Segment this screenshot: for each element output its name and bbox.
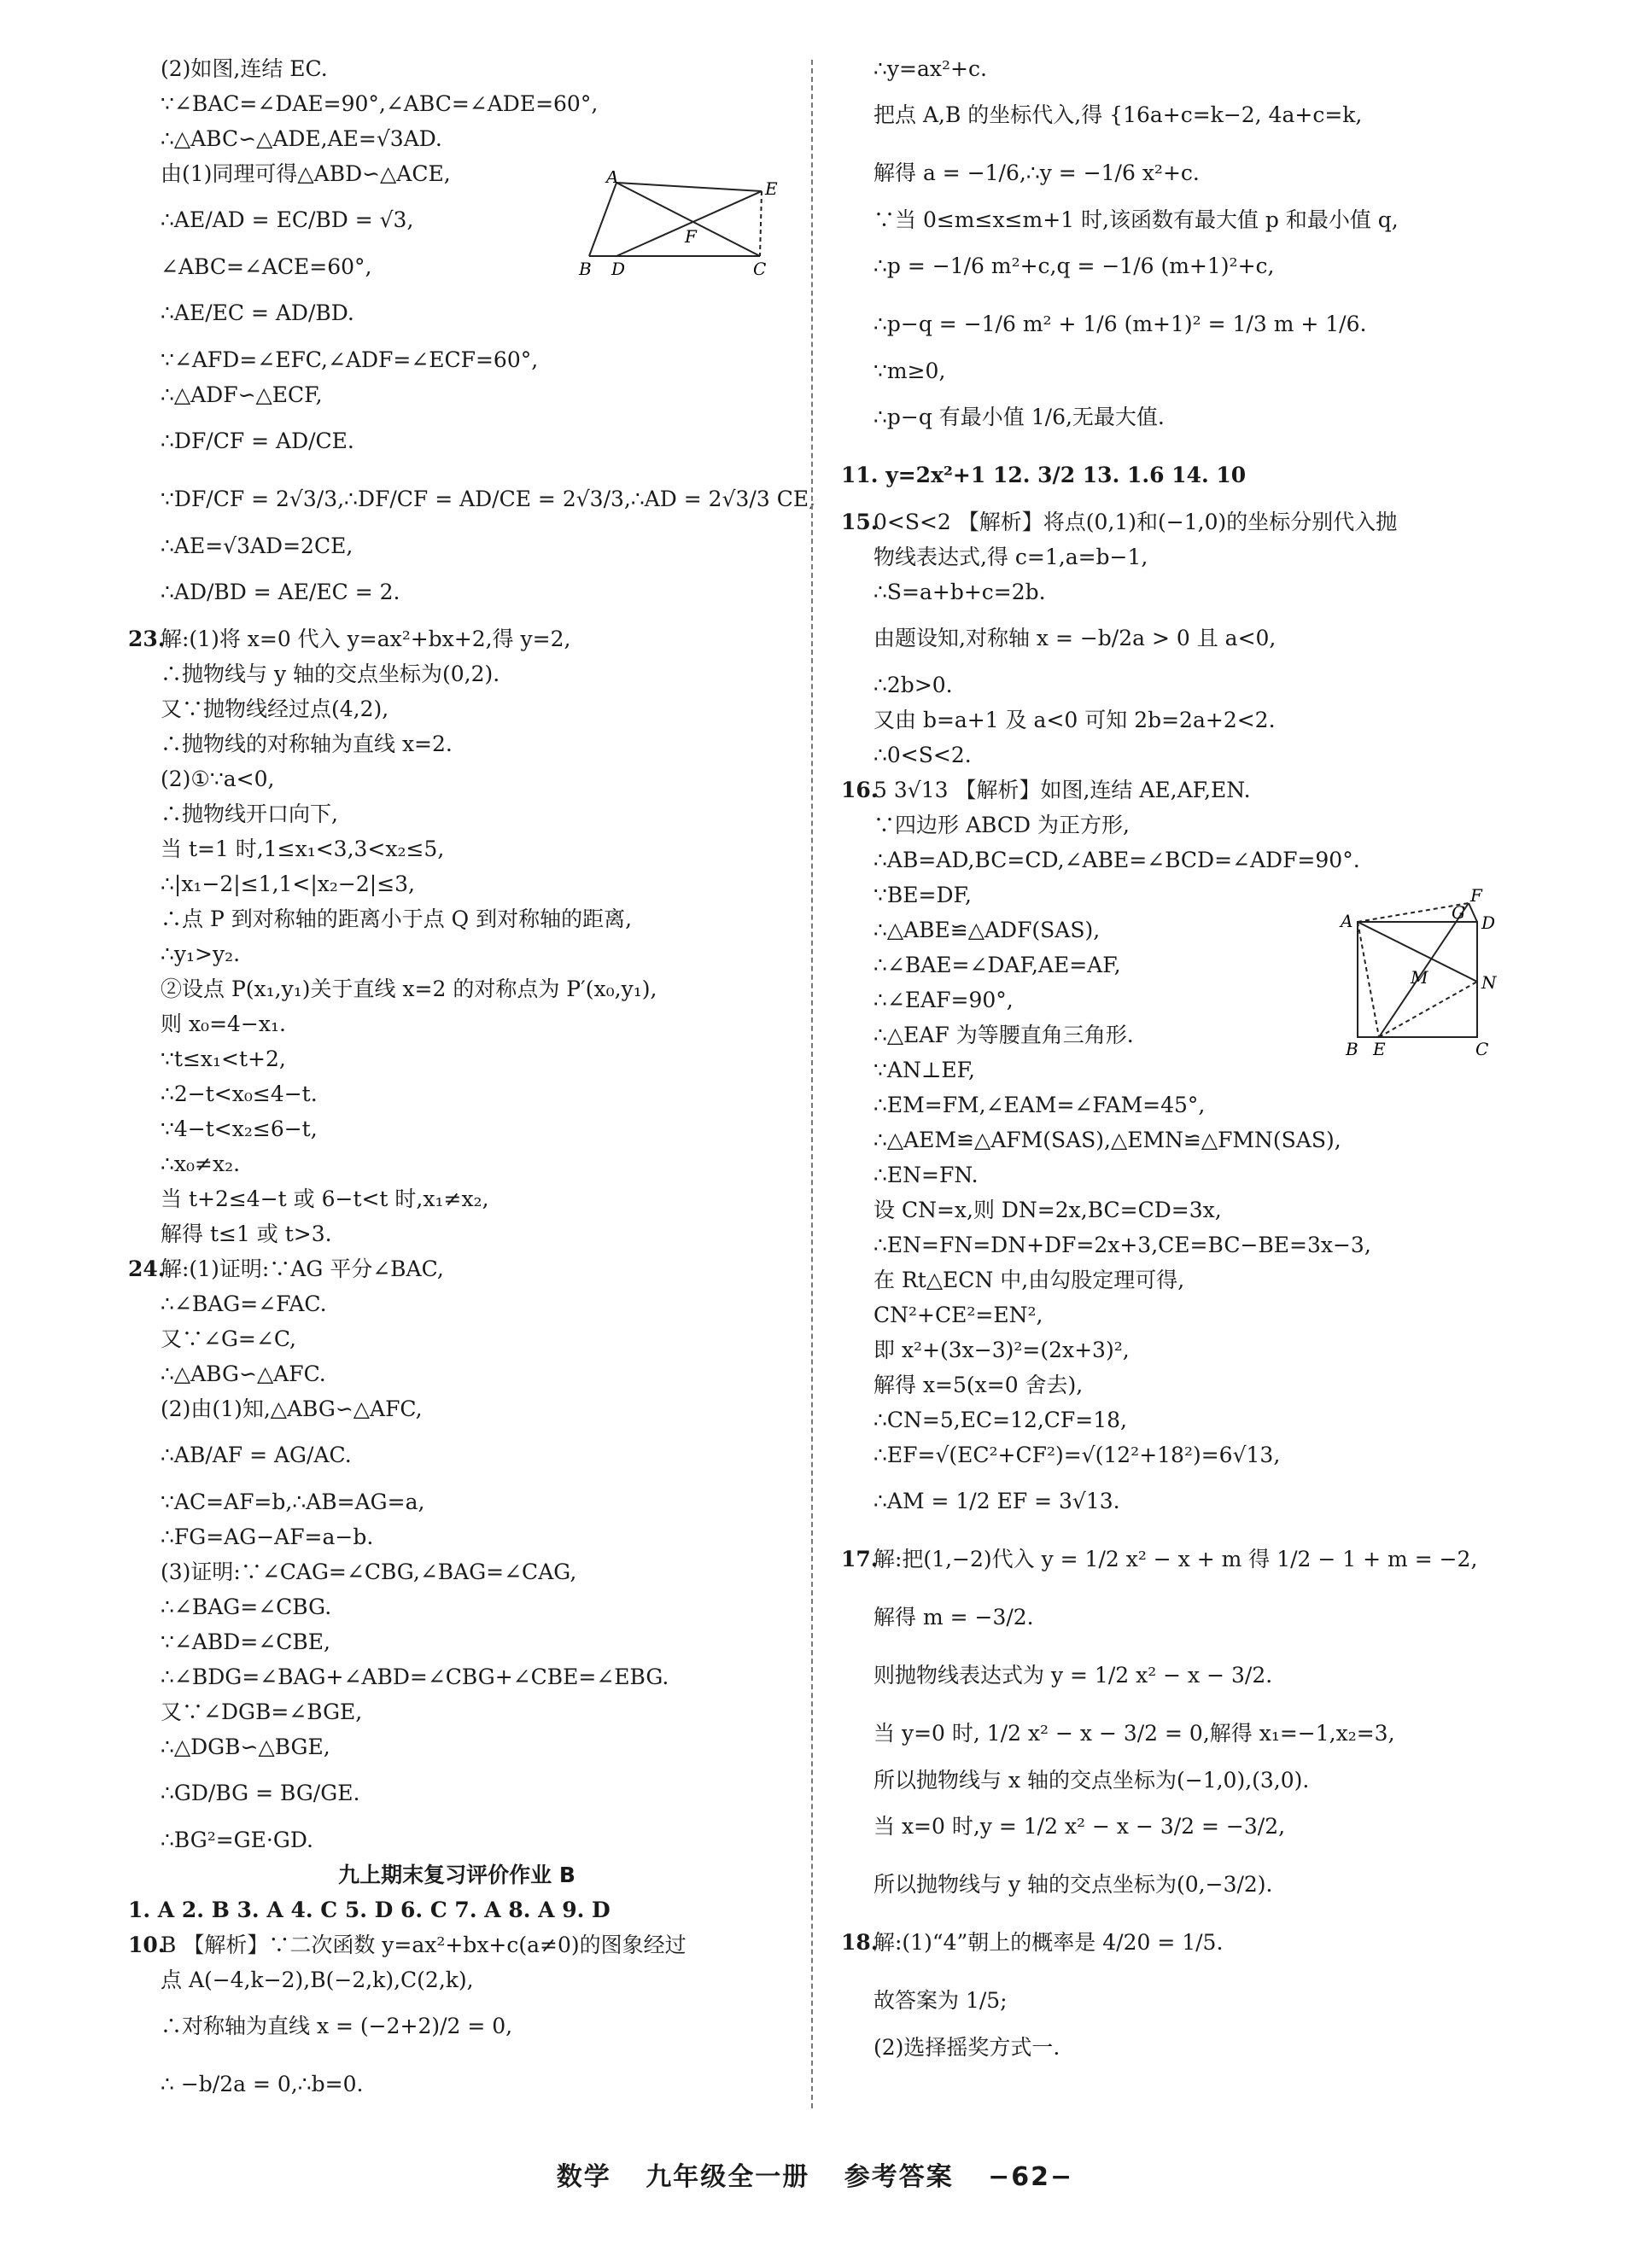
text-line xyxy=(128,1729,786,1764)
text-line xyxy=(128,1997,786,2055)
text-line xyxy=(841,1647,1516,1705)
line-text: ∴EN=FN=DN+DF=2x+3,CE=BC−BE=3x−3, xyxy=(873,1233,1371,1257)
question-number: 10. xyxy=(128,1933,166,1957)
text-line xyxy=(128,1426,786,1484)
footer-subject: 数学 xyxy=(556,2162,611,2192)
line-text: 又∵抛物线经过点(4,2), xyxy=(161,697,389,721)
section-title xyxy=(128,1857,786,1892)
text-line xyxy=(841,1262,1516,1297)
line-text: ∴2b>0. xyxy=(873,673,953,697)
line-text: ∵AC=AF=b,∴AB=AG=a, xyxy=(161,1490,425,1514)
line-text: B 【解析】∵二次函数 y=ax²+bx+c(a≠0)的图象经过 xyxy=(161,1933,686,1957)
line-text: ∴△ADF∽△ECF, xyxy=(161,382,323,407)
line-text: ∴△EAF 为等腰直角三角形. xyxy=(873,1023,1134,1047)
line-text: ∴y=ax²+c. xyxy=(873,56,987,81)
line-text: ∵DF/CF = 2√3/3,∴DF/CF = AD/CE = 2√3/3,∴AD = 2√3/3 CE, xyxy=(161,487,816,511)
line-text: 当 t=1 时,1≤x₁<3,3<x₂≤5, xyxy=(161,837,445,861)
text-line xyxy=(841,1367,1516,1402)
line-text: 当 t+2≤4−t 或 6−t<t 时,x₁≠x₂, xyxy=(161,1186,489,1211)
line-text: 解:把(1,−2)代入 y = 1/2 x² − x + m 得 1/2 − 1 + m = −2, xyxy=(873,1547,1478,1571)
line-text: 解得 m = −3/2. xyxy=(873,1605,1034,1630)
line-text: ∴AM = 1/2 EF = 3√13. xyxy=(873,1489,1120,1513)
left-column xyxy=(128,51,816,2113)
fig2-label-n: N xyxy=(1481,972,1497,993)
text-line xyxy=(128,470,816,528)
text-line xyxy=(841,1157,1516,1192)
text-line xyxy=(841,353,1516,388)
line-text: ∵∠BAC=∠DAE=90°,∠ABC=∠ADE=60°, xyxy=(161,91,599,116)
fig1-label-f: F xyxy=(685,226,697,247)
text-line xyxy=(841,574,1516,609)
text-line xyxy=(841,738,1516,773)
text-line xyxy=(128,761,786,796)
text-line xyxy=(841,1856,1516,1914)
square-figure xyxy=(1332,888,1503,1058)
fig1-label-b: B xyxy=(579,259,592,279)
question-number: 17. xyxy=(841,1547,879,1571)
line-text: 解得 t≤1 或 t>3. xyxy=(161,1221,332,1246)
line-text: 所以抛物线与 x 轴的交点坐标为(−1,0),(3,0). xyxy=(873,1768,1310,1793)
text-line xyxy=(841,1227,1516,1262)
text-line xyxy=(128,1962,786,1997)
line-text: (2)①∵a<0, xyxy=(161,767,275,791)
line-text: ∴AE/AD = EC/BD = √3, xyxy=(161,207,414,232)
line-text: (2)由(1)知,△ABG∽△AFC, xyxy=(161,1396,423,1421)
text-line xyxy=(841,295,1516,353)
text-line xyxy=(128,121,786,156)
line-text: ∵四边形 ABCD 为正方形, xyxy=(873,813,1130,837)
text-line xyxy=(128,284,786,342)
text-line xyxy=(128,1041,786,1076)
text-line xyxy=(841,539,1516,574)
line-text: 故答案为 1/5; xyxy=(873,1988,1008,2013)
line-text: ∴∠BAE=∠DAF,AE=AF, xyxy=(873,953,1121,977)
text-line xyxy=(128,563,786,621)
line-text: 解得 x=5(x=0 舍去), xyxy=(873,1373,1084,1397)
question-line xyxy=(841,1914,1516,1972)
question-line xyxy=(841,504,1516,539)
line-text: ∴△ABG∽△AFC. xyxy=(161,1361,326,1386)
line-text: 解得 a = −1/6,∴y = −1/6 x²+c. xyxy=(873,160,1200,185)
text-line xyxy=(128,528,786,563)
line-text: 当 x=0 时,y = 1/2 x² − x − 3/2 = −3/2, xyxy=(873,1814,1286,1839)
line-text: 又∵∠G=∠C, xyxy=(161,1326,296,1351)
text-line xyxy=(128,2055,786,2113)
fig1-label-c: C xyxy=(753,259,767,279)
line-text: (2)选择摇奖方式一. xyxy=(873,2035,1060,2060)
text-line xyxy=(841,144,1516,202)
text-line xyxy=(128,796,786,831)
text-line xyxy=(841,1087,1516,1122)
line-text: ∴x₀≠x₂. xyxy=(161,1151,241,1176)
line-text: ∴△ABE≌△ADF(SAS), xyxy=(873,918,1101,942)
line-text: 则抛物线表达式为 y = 1/2 x² − x − 3/2. xyxy=(873,1663,1273,1688)
line-text: ∴p−q = −1/6 m² + 1/6 (m+1)² = 1/3 m + 1/6. xyxy=(873,312,1367,336)
text-line xyxy=(128,1554,786,1589)
question-number: 18. xyxy=(841,1930,879,1955)
line-text: 则 x₀=4−x₁. xyxy=(161,1012,286,1036)
line-text: 在 Rt△ECN 中,由勾股定理可得, xyxy=(873,1268,1185,1292)
line-text: ∴EF=√(EC²+CF²)=√(12²+18²)=6√13, xyxy=(873,1443,1281,1467)
text-line xyxy=(128,1391,786,1426)
line-text: (2)如图,连结 EC. xyxy=(161,56,328,81)
line-text: ∵∠ABD=∠CBE, xyxy=(161,1630,330,1654)
fig2-label-c: C xyxy=(1475,1039,1489,1058)
text-line xyxy=(841,1332,1516,1367)
text-line xyxy=(128,1216,786,1251)
line-text: ∴DF/CF = AD/CE. xyxy=(161,429,354,453)
line-text: ∠ABC=∠ACE=60°, xyxy=(161,254,372,279)
text-line xyxy=(128,1076,786,1111)
question-number: 16. xyxy=(841,778,879,802)
line-text: 解:(1)证明:∵AG 平分∠BAC, xyxy=(161,1256,444,1281)
line-text: 又由 b=a+1 及 a<0 可知 2b=2a+2<2. xyxy=(873,708,1276,732)
text-line xyxy=(841,237,1516,295)
line-text: ∴S=a+b+c=2b. xyxy=(873,580,1046,604)
line-text: ∴AD/BD = AE/EC = 2. xyxy=(161,580,400,604)
line-text: ∴点 P 到对称轴的距离小于点 Q 到对称轴的距离, xyxy=(161,907,633,931)
line-text: ∵AN⊥EF, xyxy=(873,1058,975,1082)
fig2-label-g: G xyxy=(1452,902,1465,923)
text-line xyxy=(128,1356,786,1391)
text-line xyxy=(841,1589,1516,1647)
line-text: ∴2−t<x₀≤4−t. xyxy=(161,1082,318,1106)
text-line xyxy=(128,831,786,866)
text-line xyxy=(841,1798,1516,1856)
text-line xyxy=(128,1764,786,1822)
text-line xyxy=(128,1181,786,1216)
footer-answers: 参考答案 xyxy=(844,2162,954,2192)
line-text: 物线表达式,得 c=1,a=b−1, xyxy=(873,545,1148,569)
line-text: ∵∠AFD=∠EFC,∠ADF=∠ECF=60°, xyxy=(161,347,539,372)
text-line xyxy=(128,1589,786,1624)
text-line xyxy=(128,86,786,121)
question-line xyxy=(128,1927,786,1962)
line-text: (3)证明:∵∠CAG=∠CBG,∠BAG=∠CAG, xyxy=(161,1560,577,1584)
line-text: ∴EM=FM,∠EAM=∠FAM=45°, xyxy=(873,1093,1206,1117)
line-text: ∴∠BDG=∠BAG+∠ABD=∠CBG+∠CBE=∠EBG. xyxy=(161,1665,669,1689)
line-text: 5 3√13 【解析】如图,连结 AE,AF,EN. xyxy=(873,778,1251,802)
text-line xyxy=(841,842,1516,877)
line-text: ∴p−q 有最小值 1/6,无最大值. xyxy=(873,405,1165,429)
line-text: ∵4−t<x₂≤6−t, xyxy=(161,1117,318,1141)
triangle-figure xyxy=(572,171,786,282)
line-text: ∴对称轴为直线 x = (−2+2)/2 = 0, xyxy=(161,2014,513,2038)
line-text: ∴0<S<2. xyxy=(873,743,972,767)
line-text: ∴∠EAF=90°, xyxy=(873,988,1014,1012)
line-text: 点 A(−4,k−2),B(−2,k),C(2,k), xyxy=(161,1968,474,1992)
line-text: ∴CN=5,EC=12,CF=18, xyxy=(873,1408,1127,1432)
text-line xyxy=(841,388,1516,446)
question-line xyxy=(128,1251,786,1286)
line-text: ∴EN=FN. xyxy=(873,1163,979,1187)
text-line xyxy=(128,901,786,936)
text-line xyxy=(128,971,786,1006)
fig2-label-e: E xyxy=(1373,1039,1386,1058)
text-line xyxy=(128,936,786,971)
question-number: 24. xyxy=(128,1256,166,1281)
fig2-label-b: B xyxy=(1346,1039,1358,1058)
text-line xyxy=(128,656,786,691)
line-text: 所以抛物线与 y 轴的交点坐标为(0,−3/2). xyxy=(873,1872,1273,1897)
text-line xyxy=(128,342,786,377)
line-text: ∴∠BAG=∠FAC. xyxy=(161,1291,327,1316)
text-line xyxy=(128,1892,786,1927)
line-text: CN²+CE²=EN², xyxy=(873,1303,1043,1327)
line-text: ∴AE=√3AD=2CE, xyxy=(161,533,353,558)
line-text: ∴抛物线开口向下, xyxy=(161,802,338,826)
question-line xyxy=(841,1530,1516,1589)
footer-grade: 九年级全一册 xyxy=(646,2162,810,2192)
line-text: 九上期末复习评价作业 B xyxy=(338,1863,575,1887)
text-line xyxy=(128,1484,786,1519)
text-line xyxy=(128,51,786,86)
footer-page-number: −62− xyxy=(988,2162,1074,2192)
fig2-label-a: A xyxy=(1341,911,1353,931)
text-line xyxy=(128,1006,786,1041)
line-text: ②设点 P(x₁,y₁)关于直线 x=2 的对称点为 P′(x₀,y₁), xyxy=(161,977,657,1001)
text-line xyxy=(128,1146,786,1181)
line-text: ∴抛物线的对称轴为直线 x=2. xyxy=(161,732,453,756)
line-text: ∵t≤x₁<t+2, xyxy=(161,1047,286,1071)
line-text: 把点 A,B 的坐标代入,得 {16a+c=k−2, 4a+c=k, xyxy=(873,102,1363,127)
line-text: 解:(1)将 x=0 代入 y=ax²+bx+2,得 y=2, xyxy=(161,627,571,651)
text-line xyxy=(841,2030,1516,2065)
line-text: 又∵∠DGB=∠BGE, xyxy=(161,1700,363,1724)
text-line xyxy=(128,1286,786,1321)
line-text: 0<S<2 【解析】将点(0,1)和(−1,0)的坐标分别代入抛 xyxy=(873,510,1398,534)
fig2-label-f: F xyxy=(1470,888,1482,906)
text-line xyxy=(841,1972,1516,2030)
text-line xyxy=(128,1659,786,1694)
text-line xyxy=(841,609,1516,668)
text-line xyxy=(841,1297,1516,1332)
text-line xyxy=(128,1519,786,1554)
text-line xyxy=(841,86,1516,144)
line-text: ∴抛物线与 y 轴的交点坐标为(0,2). xyxy=(161,662,500,686)
line-text: ∴AB=AD,BC=CD,∠ABE=∠BCD=∠ADF=90°. xyxy=(873,848,1360,872)
text-line xyxy=(128,1624,786,1659)
line-text: ∵BE=DF, xyxy=(873,883,972,907)
text-line xyxy=(841,1402,1516,1437)
line-text: 由(1)同理可得△ABD∽△ACE, xyxy=(161,161,451,186)
text-line xyxy=(128,726,786,761)
line-text: 即 x²+(3x−3)²=(2x+3)², xyxy=(873,1338,1130,1362)
text-line xyxy=(841,668,1516,703)
line-text: ∴△ABC∽△ADE,AE=√3AD. xyxy=(161,126,442,151)
line-text: ∴FG=AG−AF=a−b. xyxy=(161,1525,374,1549)
line-text: 当 y=0 时, 1/2 x² − x − 3/2 = 0,解得 x₁=−1,x₂=3, xyxy=(873,1721,1395,1746)
line-text: 设 CN=x,则 DN=2x,BC=CD=3x, xyxy=(873,1198,1222,1222)
line-text: ∴∠BAG=∠CBG. xyxy=(161,1595,332,1619)
text-line xyxy=(841,1705,1516,1763)
text-line xyxy=(841,1763,1516,1798)
text-line xyxy=(128,1321,786,1356)
text-line xyxy=(841,446,1516,504)
line-text: ∴BG²=GE·GD. xyxy=(161,1828,313,1852)
question-line xyxy=(128,621,786,656)
line-text: ∴|x₁−2|≤1,1<|x₂−2|≤3, xyxy=(161,872,415,896)
line-text: ∴△DGB∽△BGE, xyxy=(161,1735,330,1759)
text-line xyxy=(128,412,786,470)
page-footer xyxy=(0,2155,1630,2193)
text-line xyxy=(841,202,1516,237)
text-line xyxy=(128,691,786,726)
text-line xyxy=(128,1111,786,1146)
column-divider xyxy=(811,60,813,2108)
line-text: ∴p = −1/6 m²+c,q = −1/6 (m+1)²+c, xyxy=(873,254,1275,278)
text-line xyxy=(841,1122,1516,1157)
line-text: ∴GD/BG = BG/GE. xyxy=(161,1781,360,1805)
line-text: ∴ −b/2a = 0,∴b=0. xyxy=(161,2072,364,2096)
text-line xyxy=(128,377,786,412)
line-text: ∴AB/AF = AG/AC. xyxy=(161,1443,352,1467)
text-line xyxy=(128,866,786,901)
text-line xyxy=(841,1472,1516,1530)
text-line xyxy=(841,1192,1516,1227)
fig1-label-a: A xyxy=(606,171,619,187)
text-line xyxy=(841,1437,1516,1472)
text-line xyxy=(128,1822,786,1857)
text-line xyxy=(841,808,1516,842)
fig2-label-d: D xyxy=(1481,912,1496,933)
line-text: 1. A 2. B 3. A 4. C 5. D 6. C 7. A 8. A 9. D xyxy=(128,1898,611,1922)
fig1-label-d: D xyxy=(611,259,626,279)
line-text: ∵m≥0, xyxy=(873,359,946,383)
question-number: 15. xyxy=(841,510,879,534)
question-line xyxy=(841,773,1516,808)
text-line xyxy=(841,703,1516,738)
fig2-label-m: M xyxy=(1411,967,1428,988)
line-text: ∵当 0≤m≤x≤m+1 时,该函数有最大值 p 和最小值 q, xyxy=(873,207,1399,232)
fig1-label-e: E xyxy=(765,178,778,199)
line-text: ∴△AEM≌△AFM(SAS),△EMN≌△FMN(SAS), xyxy=(873,1128,1341,1152)
line-text: 解:(1)“4”朝上的概率是 4/20 = 1/5. xyxy=(873,1930,1224,1955)
line-text: ∴y₁>y₂. xyxy=(161,942,241,966)
text-line xyxy=(128,1694,786,1729)
line-text: 由题设知,对称轴 x = −b/2a > 0 且 a<0, xyxy=(873,626,1277,650)
line-text: 11. y=2x²+1 12. 3/2 13. 1.6 14. 10 xyxy=(841,463,1247,487)
text-line xyxy=(841,51,1516,86)
line-text: ∴AE/EC = AD/BD. xyxy=(161,300,354,325)
question-number: 23. xyxy=(128,627,166,651)
